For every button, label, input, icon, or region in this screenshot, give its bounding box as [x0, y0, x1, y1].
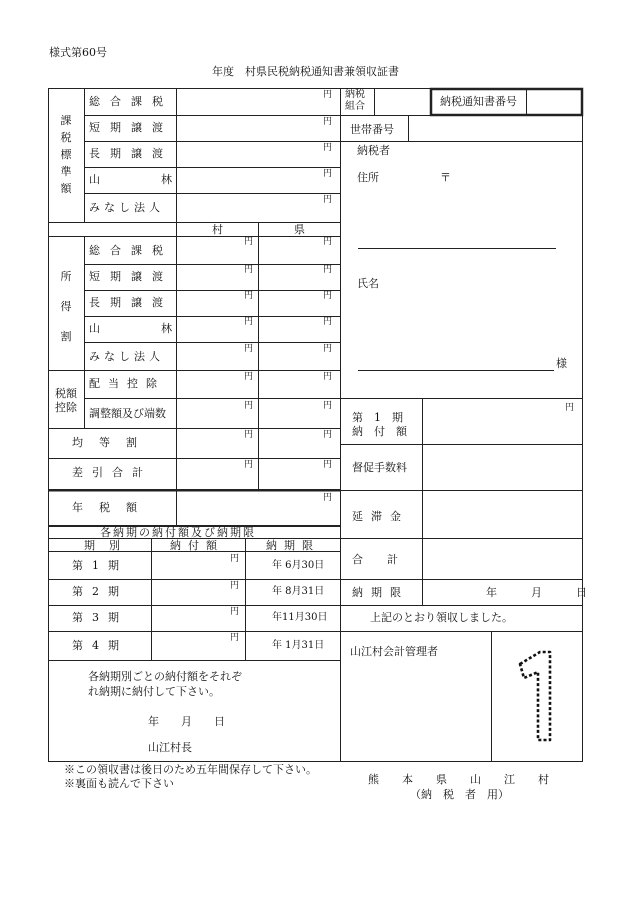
yen-unit: 円: [244, 372, 254, 382]
yen-unit: 円: [230, 581, 240, 591]
union-label-1: 納税: [345, 89, 365, 100]
name-label: 氏名: [357, 277, 379, 290]
tax-base-group-label: 課税標準額: [60, 114, 72, 195]
total-label: 合計: [352, 553, 422, 566]
yen-unit: 円: [323, 143, 333, 153]
net-total-label: 差引合計: [72, 466, 152, 479]
yen-unit: 円: [323, 317, 333, 327]
tax-base-row-label: 山: [89, 173, 100, 186]
income-row-label: 短期譲渡: [89, 270, 173, 283]
income-group-label: 所得割: [60, 270, 72, 343]
footer-note-2: ※裏面も読んで下さい: [64, 777, 174, 790]
income-row-label: 総合課税: [89, 244, 173, 257]
notice-date: 年 月 日: [148, 715, 225, 728]
deduction-row-label: 調整額及び端数: [89, 407, 166, 420]
received-text: 上記のとおり領収しました。: [370, 611, 513, 624]
yen-unit: 円: [323, 291, 333, 301]
yen-unit: 円: [244, 344, 254, 354]
union-label-2: 組合: [345, 101, 365, 112]
postal-mark: 〒: [440, 171, 451, 184]
footer-note-1: ※この領収書は後日のため五年間保存して下さい。: [64, 763, 317, 776]
yen-unit: 円: [323, 401, 333, 411]
installment-label: 第4期: [72, 639, 128, 652]
installments-col-amount: 納付額: [170, 539, 224, 552]
household-number-label: 世帯番号: [350, 123, 394, 136]
deduction-row-label: 配当控除: [89, 377, 165, 390]
receipt-stamp: [506, 640, 566, 752]
treasurer-label: 山江村会計管理者: [350, 645, 438, 658]
tax-base-row-label: 長期譲渡: [89, 147, 173, 160]
form-number: 様式第60号: [49, 46, 107, 59]
col-head-village: 村: [212, 223, 223, 236]
yen-unit: 円: [244, 430, 254, 440]
installments-col-deadline: 納期限: [266, 539, 320, 552]
yen-unit: 円: [323, 169, 333, 179]
notice-line-1: 各納期別ごとの納付額をそれぞ: [88, 670, 242, 683]
deadline-label: 納期限: [352, 586, 409, 599]
notice-number-label: 納税通知書番号: [440, 95, 517, 108]
yen-unit: 円: [323, 344, 333, 354]
footer-copy-label: （納 税 者 用）: [410, 788, 509, 801]
annual-tax-label: 年税額: [72, 501, 153, 514]
installments-col-period: 期別: [84, 539, 134, 552]
tax-base-row-label: みなし法人: [89, 201, 164, 214]
page-title: 年度 村県民税納税通知書兼領収証書: [212, 65, 399, 78]
col-head-prefecture: 県: [294, 223, 305, 236]
honorific-label: 様: [556, 357, 567, 370]
period1-label-1: 第 1 期: [352, 411, 403, 424]
yen-unit: 円: [323, 493, 333, 503]
installment-label: 第3期: [72, 611, 128, 624]
yen-unit: 円: [230, 554, 240, 564]
yen-unit: 円: [323, 430, 333, 440]
yen-unit: 円: [323, 237, 333, 247]
reminder-fee-label: 督促手数料: [352, 461, 407, 474]
deduction-group-label: 税額控除: [55, 387, 77, 414]
yen-unit: 円: [230, 633, 240, 643]
period1-label-2: 納 付 額: [352, 425, 407, 438]
yen-unit: 円: [244, 291, 254, 301]
deadline-value: 年 月 日: [486, 586, 591, 599]
yen-unit: 円: [323, 195, 333, 205]
late-fee-label: 延滞金: [352, 510, 409, 523]
installment-label: 第1期: [72, 559, 128, 572]
taxpayer-label: 納税者: [357, 144, 390, 157]
mayor-label: 山江村長: [148, 741, 192, 754]
yen-unit: 円: [323, 117, 333, 127]
yen-unit: 円: [323, 372, 333, 382]
yen-unit: 円: [244, 460, 254, 470]
yen-unit: 円: [244, 237, 254, 247]
income-row-label: みなし法人: [89, 350, 164, 363]
yen-unit: 円: [230, 607, 240, 617]
footer-prefecture: 熊 本 県 山 江 村: [368, 773, 555, 786]
installment-due: 年 1月31日: [272, 640, 325, 651]
installment-due: 年11月30日: [272, 612, 328, 623]
income-row-label: 長期譲渡: [89, 296, 173, 309]
notice-line-2: れ納期に納付して下さい。: [88, 685, 220, 698]
yen-unit: 円: [323, 265, 333, 275]
installment-label: 第2期: [72, 585, 128, 598]
yen-unit: 円: [323, 460, 333, 470]
installments-heading: 各納期の納付額及び納期限: [100, 526, 256, 539]
address-label: 住所: [357, 171, 379, 184]
tax-base-row-label: 短期譲渡: [89, 121, 173, 134]
installment-due: 年 6月30日: [272, 560, 325, 571]
yen-unit: 円: [244, 265, 254, 275]
yen-unit: 円: [323, 90, 333, 100]
yen-unit: 円: [565, 403, 575, 413]
yen-unit: 円: [244, 401, 254, 411]
tax-base-row-label: 総合課税: [89, 95, 173, 108]
installment-due: 年 8月31日: [272, 586, 325, 597]
equal-split-label: 均等割: [72, 436, 153, 449]
yen-unit: 円: [244, 317, 254, 327]
